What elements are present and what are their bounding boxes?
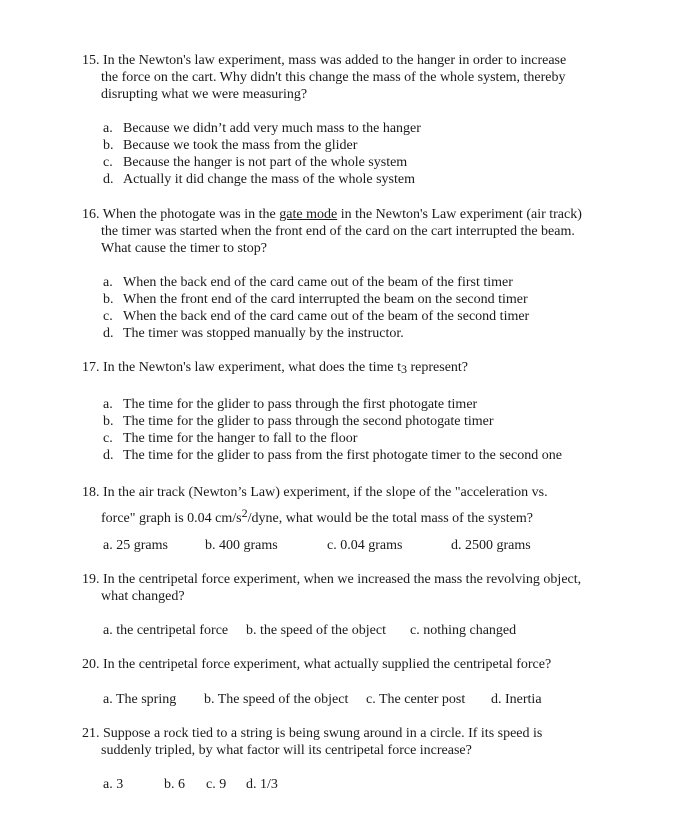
- option-18a: a. 25 grams: [103, 538, 168, 553]
- option-15a: a. Because we didn’t add very much mass to the hanger: [103, 121, 421, 136]
- question-16-line-2: the timer was started when the front end of the card on the cart interrupted the beam.: [101, 224, 575, 239]
- option-18c: c. 0.04 grams: [327, 538, 403, 553]
- option-15b: b. Because we took the mass from the glider: [103, 138, 358, 153]
- gate-mode-term: gate mode: [279, 207, 338, 222]
- option-20c: c. The center post: [366, 692, 466, 707]
- question-19: [82, 571, 622, 605]
- question-20: [82, 656, 622, 673]
- question-19-line-2: what changed?: [101, 589, 185, 604]
- option-18b: b. 400 grams: [205, 538, 278, 553]
- question-18-line-1: 18. In the air track (Newton’s Law) experiment, if the slope of the "acceleration vs.: [82, 485, 548, 500]
- option-19b: b. the speed of the object: [246, 623, 386, 638]
- question-16: [82, 206, 622, 257]
- question-15-line-2: the force on the cart. Why didn't this change the mass of the whole system, thereby: [101, 70, 566, 85]
- option-20a: a. The spring: [103, 692, 177, 707]
- question-17: [82, 359, 622, 378]
- option-17b: b. The time for the glider to pass through the second photogate timer: [103, 414, 494, 429]
- question-17-options: [103, 396, 623, 464]
- option-21d: d. 1/3: [246, 777, 278, 792]
- option-19c: c. nothing changed: [410, 623, 517, 638]
- option-20d: d. Inertia: [491, 692, 542, 707]
- option-15c: c. Because the hanger is not part of the whole system: [103, 155, 408, 170]
- question-20-line-1: 20. In the centripetal force experiment, what actually supplied the centripetal force?: [82, 657, 552, 672]
- question-18-line-2: force" graph is 0.04 cm/s2/dyne, what would be the total mass of the system?: [101, 506, 534, 526]
- question-16-options: [103, 274, 623, 342]
- option-16b: b. When the front end of the card interrupted the beam on the second timer: [103, 292, 528, 307]
- question-19-line-1: 19. In the centripetal force experiment, when we increased the mass the revolving object,: [82, 572, 582, 587]
- option-21a: a. 3: [103, 777, 124, 792]
- option-16c: c. When the back end of the card came out of the beam of the second timer: [103, 309, 530, 324]
- option-17c: c. The time for the hanger to fall to the floor: [103, 431, 358, 446]
- option-18d: d. 2500 grams: [451, 538, 531, 553]
- option-16d: d. The timer was stopped manually by the instructor.: [103, 326, 404, 341]
- question-15-line-1: 15. In the Newton's law experiment, mass was added to the hanger in order to increase: [82, 53, 567, 68]
- option-21b: b. 6: [164, 777, 185, 792]
- question-15-line-3: disrupting what we were measuring?: [101, 87, 308, 102]
- question-15: [82, 52, 622, 103]
- question-16-line-3: What cause the timer to stop?: [101, 241, 267, 256]
- option-16a: a. When the back end of the card came out of the beam of the first timer: [103, 275, 513, 290]
- option-19a: a. the centripetal force: [103, 623, 229, 638]
- option-15d: d. Actually it did change the mass of the whole system: [103, 172, 415, 187]
- question-21: [82, 725, 622, 759]
- question-17-line-1: 17. In the Newton's law experiment, what does the time t3 represent?: [82, 360, 469, 376]
- question-16-line-1: 16. When the photogate was in the gate mode in the Newton's Law experiment (air track): [82, 207, 582, 222]
- option-21c: c. 9: [206, 777, 227, 792]
- question-21-line-1: 21. Suppose a rock tied to a string is being swung around in a circle. If its speed is: [82, 726, 543, 741]
- question-15-options: [103, 120, 623, 188]
- question-18: [82, 483, 622, 529]
- question-21-line-2: suddenly tripled, by what factor will its centripetal force increase?: [101, 743, 472, 758]
- option-20b: b. The speed of the object: [204, 692, 349, 707]
- option-17a: a. The time for the glider to pass through the first photogate timer: [103, 397, 478, 412]
- option-17d: d. The time for the glider to pass from the first photogate timer to the second one: [103, 448, 562, 463]
